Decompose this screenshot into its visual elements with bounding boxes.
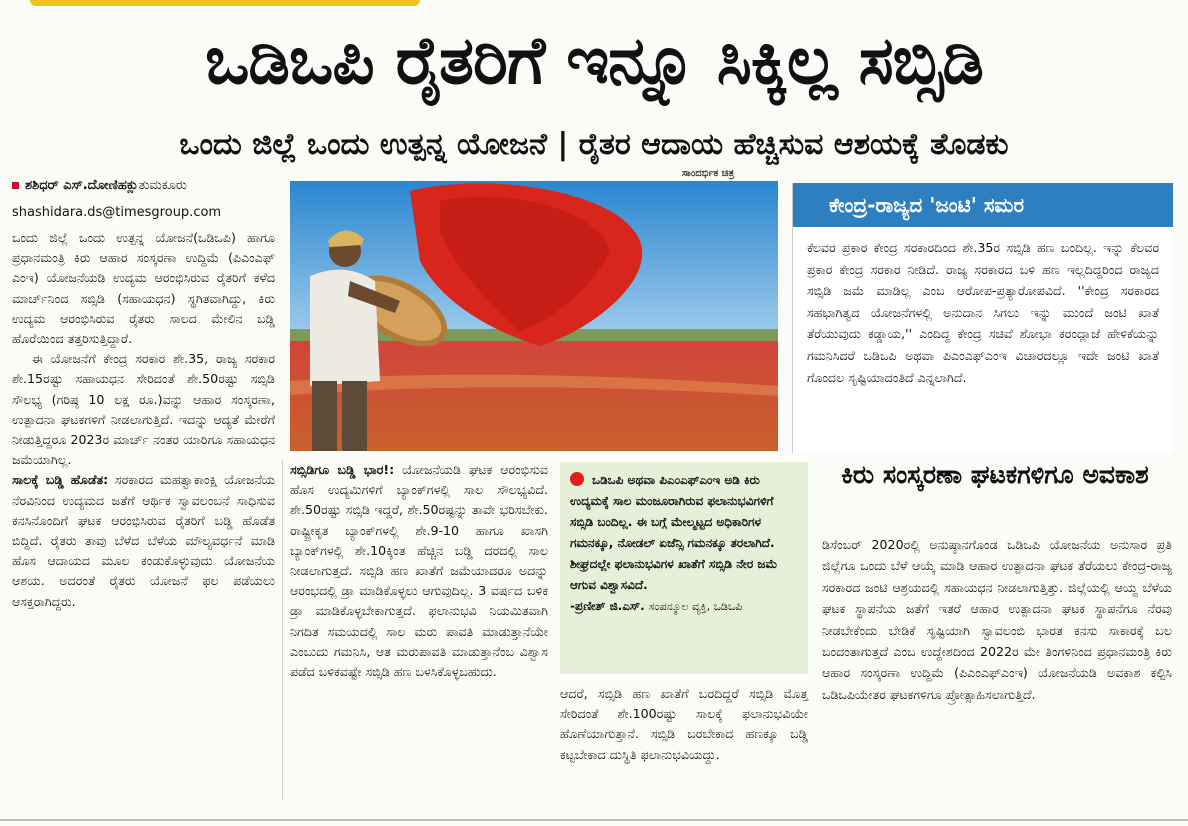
bullet-square-icon <box>12 182 19 189</box>
subheadline: ಒಂದು ಜಿಲ್ಲೆ ಒಂದು ಉತ್ಪನ್ನ ಯೋಜನೆ | ರೈತರ ಆದಾಯ ಹೆಚ್ಚಿಸುವ ಆಶಯಕ್ಕೆ ತೊಡಕು <box>179 127 1009 162</box>
byline-email[interactable]: shashidara.ds@timesgroup.com <box>12 205 222 220</box>
quote-text: ಒಡಿಒಪಿ ಅಥವಾ ಪಿಎಂಎಫ್‌ಎಂಇ ಅಡಿ ಕಿರು ಉದ್ಯಮಕ್ಕೆ ಸಾಲ ಮಂಜೂರಾಗಿರುವ ಫಲಾನುಭವಿಗಳಿಗೆ ಸಬ್ಸಿಡಿ ಬಂದಿಲ್ಲ. ಈ ಬಗ್ಗೆ ಮೇಲ್ಮಟ್ಟದ ಅಧಿಕಾರಿಗಳ ಗಮನಕ್ಕೂ, ನೋಡಲ್ ಏಜೆನ್ಸಿ ಗಮನಕ್ಕೂ ತರಲಾಗಿದೆ. ಶೀಘ್ರದಲ್ಲೇ ಫಲಾನುಭವಿಗಳ ಖಾತೆಗೆ ಸಬ್ಸಿಡಿ ನೇರ ಜಮೆ ಆಗುವ ವಿಶ್ವಾಸವಿದೆ. <box>570 473 778 592</box>
col2-subtitle: ಸಬ್ಸಿಡಿಗೂ ಬಡ್ಡಿ ಭಾರ!: <box>290 462 395 477</box>
bottom-rule <box>0 819 1188 821</box>
col1-paragraph-3 <box>12 470 275 611</box>
byline-author: ಶಶಿಧರ್ ಎಸ್.ದೋಣಿಹಕ್ಲು <box>25 178 139 193</box>
column-1 <box>12 228 275 612</box>
byline-place: ತುಮಕೂರು <box>138 178 187 193</box>
quote-author-role: ಸಂಪನ್ಮೂಲ ವ್ಯಕ್ತಿ, ಒಡಿಒಪಿ <box>648 600 743 613</box>
col2-paragraph <box>290 460 548 682</box>
column-divider <box>282 460 283 800</box>
photo-credit: ಸಾಂದರ್ಭಿಕ ಚಿತ್ರ <box>682 168 735 179</box>
chilli-farmer-photo <box>290 181 778 451</box>
quote-author: -ಪ್ರಣೀತ್ ಜಿ.ಎಸ್. <box>570 599 645 613</box>
col2-paragraph-text: ಯೋಜನೆಯಡಿ ಘಟಕ ಆರಂಭಿಸುವ ಹೊಸ ಉದ್ಯಮಿಗಳಿಗೆ ಬ್ಯಾಂಕ್‌ಗಳಲ್ಲಿ ಸಾಲ ಸೌಲಭ್ಯವಿದೆ. ಶೇ.50ರಷ್ಟು ಸಬ್ಸಿಡಿ ಇದ್ದರೆ, ಶೇ.50ರಷ್ಟನ್ನು ತಾವೇ ಭರಿಸಬೇಕು. ರಾಷ್ಟ್ರೀಕೃತ ಬ್ಯಾಂಕ್‌ಗಳಲ್ಲಿ ಶೇ.9-10 ಹಾಗೂ ಖಾಸಗಿ ಬ್ಯಾಂಕ್‌ಗಳಲ್ಲಿ ಶೇ.10ಕ್ಕಿಂತ ಹೆಚ್ಚಿನ ಬಡ್ಡಿ ದರದಲ್ಲಿ ಸಾಲ ನೀಡಲಾಗುತ್ತದೆ. ಸಬ್ಸಿಡಿ ಹಣ ಖಾತೆಗೆ ಜಮೆಯಾದರೂ ಅದನ್ನು ಆರಂಭದಲ್ಲಿ ಡ್ರಾ ಮಾಡಿಕೊಳ್ಳಲು ಆಗುವುದಿಲ್ಲ. 3 ವರ್ಷದ ಬಳಿಕ ಡ್ರಾ ಮಾಡಿಕೊಳ್ಳಬೇಕಾಗುತ್ತದೆ. ಫಲಾನುಭವಿ ನಿಯಮಿತವಾಗಿ ನಿಗದಿತ ಸಮಯದಲ್ಲಿ ಸಾಲ ಮರು ಪಾವತಿ ಮಾಡುತ್ತಾನೆಯೇ ಎಂಬುದು ಗಮನಿಸಿ, ಆತ ಮರುಪಾವತಿ ಮಾಡುತ್ತಾನೆಂಬ ವಿಶ್ವಾಸ ಪಡೆದ ಬಳಿಕವಷ್ಟೇ ಸಬ್ಸಿಡಿ ಹಣ ಬಳಸಿಕೊಳ್ಳಬಹುದು. <box>290 462 548 680</box>
byline <box>12 178 187 193</box>
col1-subtitle: ಸಾಲಕ್ಕೆ ಬಡ್ಡಿ ಹೊಡೆತ: <box>12 472 109 488</box>
col1-paragraph-3-text: ಸರಕಾರದ ಮಹತ್ವಾಕಾಂಕ್ಷಿ ಯೋಜನೆಯ ನೆರವಿನಿಂದ ಉದ್ಯಮದ ಜತೆಗೆ ಆರ್ಥಿಕ ಸ್ವಾವಲಂಬನೆ ಸಾಧಿಸುವ ಕನಸಿನೊಂದಿಗೆ ಘಟಕ ಆರಂಭಿಸಿರುವ ರೈತರಿಗೆ ಬಡ್ಡಿ ಹೊಡೆತ ಬಿದ್ದಿದೆ. ರೈತರು ತಾವು ಬೆಳೆದ ಬೆಳೆಯ ಮೌಲ್ಯವರ್ಧನೆ ಮಾಡಿ ಹೊಸ ಆದಾಯದ ಮೂಲ ಕಂಡುಕೊಳ್ಳುವುದು ಯೋಜನೆಯ ಆಶಯ. ಅದರಂತೆ ರೈತರು ಯೋಜನೆ ಫಲ ಪಡೆಯಲು ಆಸಕ್ತರಾಗಿದ್ದರು. <box>12 472 275 609</box>
column-3-bottom <box>560 684 808 765</box>
col1-paragraph-2: ಈ ಯೋಜನೆಗೆ ಕೇಂದ್ರ ಸರಕಾರ ಶೇ.35, ರಾಜ್ಯ ಸರಕಾರ ಶೇ.15ರಷ್ಟು ಸಹಾಯಧನ ಸೇರಿದಂತೆ ಶೇ.50ರಷ್ಟು ಸಬ್ಸಿಡಿ ಸೌಲಭ್ಯ (ಗರಿಷ್ಠ 10 ಲಕ್ಷ ರೂ.)ವನ್ನು ಆಹಾರ ಸಂಸ್ಕರಣಾ, ಉತ್ಪಾದನಾ ಘಟಕಗಳಿಗೆ ನೀಡಲಾಗುತ್ತಿದೆ. ಇದನ್ನು ಆದ್ಯತೆ ಮೇರೆಗೆ ನೀಡುತ್ತಿದ್ದರೂ 2023ರ ಮಾರ್ಚ್ ನಂತರ ಯಾರಿಗೂ ಸಹಾಯಧನ ಜಮೆಯಾಗಿಲ್ಲ. <box>12 351 275 468</box>
quote-bullet-icon <box>570 472 584 486</box>
col3-paragraph: ಆದರೆ, ಸಬ್ಸಿಡಿ ಹಣ ಖಾತೆಗೆ ಬರದಿದ್ದರೆ ಸಬ್ಸಿಡಿ ಮೊತ್ತ ಸೇರಿದಂತೆ ಶೇ.100ರಷ್ಟು ಸಾಲಕ್ಕೆ ಫಲಾನುಭವಿಯೇ ಹೊಣೆಯಾಗುತ್ತಾನೆ. ಸಬ್ಸಿಡಿ ಬರಬೇಕಾದ ಹಣಕ್ಕೂ ಬಡ್ಡಿ ಕಟ್ಟಬೇಕಾದ ದುಸ್ಥಿತಿ ಫಲಾನುಭವಿಯದ್ದು. <box>560 686 808 762</box>
joint-account-sidebox <box>792 183 1173 453</box>
sidebox-text: ಕೆಲವರ ಪ್ರಕಾರ ಕೇಂದ್ರ ಸರಕಾರದಿಂದ ಶೇ.35ರ ಸಬ್ಸಿಡಿ ಹಣ ಬಂದಿಲ್ಲ. ಇನ್ನು ಕೆಲವರ ಪ್ರಕಾರ ಕೇಂದ್ರ ಸರಕಾರ ನೀಡಿದೆ. ರಾಜ್ಯ ಸರಕಾರದ ಬಳಿ ಹಣ ಇಲ್ಲದಿದ್ದರಿಂದ ರಾಜ್ಯದ ಸಬ್ಸಿಡಿ ಜಮೆ ಮಾಡಿಲ್ಲ ಎಂಬ ಆರೋಪ-ಪ್ರತ್ಯಾರೋಪವಿದೆ. ''ಕೇಂದ್ರ ಸರಕಾರದ ಸಹಭಾಗಿತ್ವದ ಯೋಜನೆಗಳಲ್ಲಿ ಅನುದಾನ ಸಿಗಲು ಇನ್ನು ಮುಂದೆ ಜಂಟಿ ಖಾತೆ ತೆರೆಯುವುದು ಕಡ್ಡಾಯ,'' ಎಂದಿದ್ದ ಕೇಂದ್ರ ಸಚಿವೆ ಶೋಭಾ ಕರಂದ್ಲಾಜೆ ಹೇಳಿಕೆಯನ್ನು ಗಮನಿಸಿದರೆ ಒಡಿಒಪಿ ಅಥವಾ ಪಿಎಂಎಫ್‌ಎಂಇ ವಿಚಾರದಲ್ಲೂ ಇದೇ ಜಂಟಿ ಖಾತೆ ಗೊಂದಲ ಸೃಷ್ಟಿಯಾದಂತಿದೆ ಎನ್ನಲಾಗಿದೆ. <box>807 240 1159 385</box>
col1-paragraph-1: ಒಂದು ಜಿಲ್ಲೆ ಒಂದು ಉತ್ಪನ್ನ ಯೋಜನೆ(ಒಡಿಒಪಿ) ಹಾಗೂ ಪ್ರಧಾನಮಂತ್ರಿ ಕಿರು ಆಹಾರ ಸಂಸ್ಕರಣಾ ಉದ್ದಿಮೆ (ಪಿಎಂಎಫ್ ಎಂಇ) ಯೋಜನೆಯಡಿ ಉದ್ಯಮ ಆರಂಭಿಸಿರುವ ರೈತರಿಗೆ ಕಳೆದ ಮಾರ್ಚ್‌ನಿಂದ ಸಬ್ಸಿಡಿ (ಸಹಾಯಧನ) ಸ್ಥಗಿತವಾಗಿದ್ದು, ಕಿರು ಉದ್ಯಮ ಆರಂಭಿಸಿರುವ ರೈತರು ಸಾಲದ ಮೇಲಿನ ಬಡ್ಡಿ ಹೊರೆಯಿಂದ ತತ್ತರಿಸುತ್ತಿದ್ದಾರೆ. <box>12 230 275 347</box>
column-2 <box>290 460 548 682</box>
section-2-text: ಡಿಸೆಂಬರ್ 2020ರಲ್ಲಿ ಅನುಷ್ಠಾನಗೊಂಡ ಒಡಿಒಪಿ ಯೋಜನೆಯ ಅನುಸಾರ ಪ್ರತಿ ಜಿಲ್ಲೆಗೂ ಒಂದು ಬೆಳೆ ಆಯ್ಕೆ ಮಾಡಿ ಆಹಾರ ಉತ್ಪಾದನಾ ಘಟಕ ತೆರೆಯಲು ಕೇಂದ್ರ-ರಾಜ್ಯ ಸರಕಾರದ ಜಂಟಿ ಆಶ್ರಯದಲ್ಲಿ ಸಹಾಯಧನ ನೀಡಲಾಗುತ್ತಿತ್ತು. ಜಿಲ್ಲೆಯಲ್ಲಿ ಆಯ್ದ ಬೆಳೆಯ ಘಟಕ ಸ್ಥಾಪನೆಯ ಜತೆಗೆ ಇತರೆ ಆಹಾರ ಉತ್ಪಾದನಾ ಘಟಕ ಸ್ಥಾಪನೆಗೂ ನೆರವು ನೀಡಬೇಕೆಂದು ಬೇಡಿಕೆ ಸೃಷ್ಟಿಯಾಗಿ ಸ್ವಾವಲಂಬಿ ಭಾರತ ಕನಸು ಸಾಕಾರಕ್ಕೆ ಬಲ ಬಂದಂತಾಗುತ್ತದೆ ಎಂಬ ಉದ್ದೇಶದಿಂದ 2022ರ ಮೇ ತಿಂಗಳಿನಿಂದ ಪ್ರಧಾನಮಂತ್ರಿ ಕಿರು ಆಹಾರ ಸಂಸ್ಕರಣಾ ಉದ್ದಿಮೆ (ಪಿಎಂಎಫ್‌ಎಂಇ) ಯೋಜನೆಯಡಿ ಅವಕಾಶ ಕಲ್ಪಿಸಿ ಒಡಿಒಪಿಯೇತರ ಘಟಕಗಳಿಗೂ ಪ್ರೋತ್ಸಾಹಿಸಲಾಗುತ್ತಿದೆ. <box>822 537 1172 702</box>
photo-illustration <box>290 181 778 451</box>
official-quote-box <box>560 462 808 674</box>
top-accent-bar <box>30 0 420 6</box>
section-2-title: ಕಿರು ಸಂಸ್ಕರಣಾ ಘಟಕಗಳಿಗೂ ಅವಕಾಶ <box>841 460 1149 489</box>
headline: ಒಡಿಒಪಿ ರೈತರಿಗೆ ಇನ್ನೂ ಸಿಕ್ಕಿಲ್ಲ ಸಬ್ಸಿಡಿ <box>205 21 983 99</box>
sidebox-title: ಕೇಂದ್ರ-ರಾಜ್ಯದ 'ಜಂಟಿ' ಸಮರ <box>793 183 1173 227</box>
